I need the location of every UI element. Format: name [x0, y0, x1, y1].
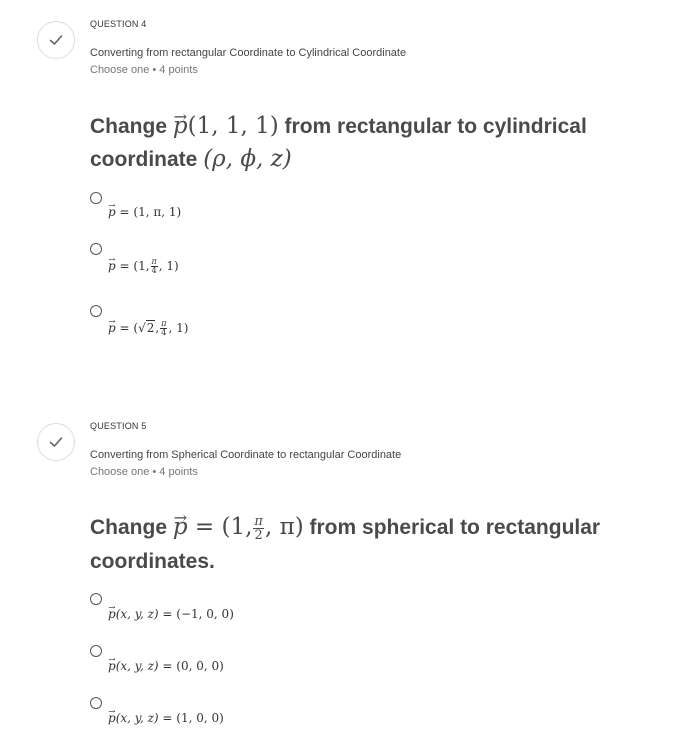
fraction: $\frac{\pi}{4}$ [161, 319, 167, 337]
fraction: $\frac{\pi}{2}$ [254, 513, 263, 543]
prompt-word: Change [90, 115, 168, 138]
option-radio[interactable] [90, 697, 102, 709]
question-prompt [90, 110, 650, 176]
option-radio[interactable] [90, 305, 102, 317]
question-number: QUESTION 5 [90, 421, 147, 431]
fraction: $\frac{\pi}{4}$ [151, 257, 157, 275]
option-text[interactable]: → p(x, y, z) = (1, 0, 0) [108, 711, 224, 725]
option-text[interactable]: → p = (√2, $\frac{\pi}{4}$ , 1) [108, 320, 188, 337]
sqrt: √2 [138, 321, 155, 335]
option-radio[interactable] [90, 192, 102, 204]
option-text[interactable]: → p(x, y, z) = (0, 0, 0) [108, 659, 224, 673]
question-meta: Choose one • 4 points [90, 64, 198, 76]
question-title: Converting from rectangular Coordinate to Cylindrical Coordinate [90, 47, 407, 59]
option-text[interactable]: → p = (1, π, 1) [108, 205, 181, 219]
prompt-word: Change [90, 516, 168, 539]
prompt-text: from spherical to rectangular coordinates. [90, 516, 601, 573]
prompt-point: → p(1, 1, 1) [173, 113, 279, 139]
answered-status [37, 423, 75, 461]
checkmark-icon [48, 434, 64, 450]
question-title: Converting from Spherical Coordinate to rectangular Coordinate [90, 449, 402, 461]
prompt-text: from rectangular to cylindrical coordinate [90, 115, 587, 171]
option-radio[interactable] [90, 593, 102, 605]
option-radio[interactable] [90, 243, 102, 255]
prompt-point: → p = (1, $\frac{\pi}{2}$ , π) [173, 514, 304, 540]
prompt-target: (ρ, ϕ, z) [203, 146, 292, 172]
option-text[interactable]: → p = (1, $\frac{\pi}{4}$ , 1) [108, 258, 179, 275]
question-number: QUESTION 4 [90, 19, 147, 29]
question-prompt [90, 510, 650, 579]
answered-status [37, 21, 75, 59]
option-text[interactable]: → p(x, y, z) = (−1, 0, 0) [108, 607, 234, 621]
question-meta: Choose one • 4 points [90, 466, 198, 478]
checkmark-icon [48, 32, 64, 48]
option-radio[interactable] [90, 645, 102, 657]
